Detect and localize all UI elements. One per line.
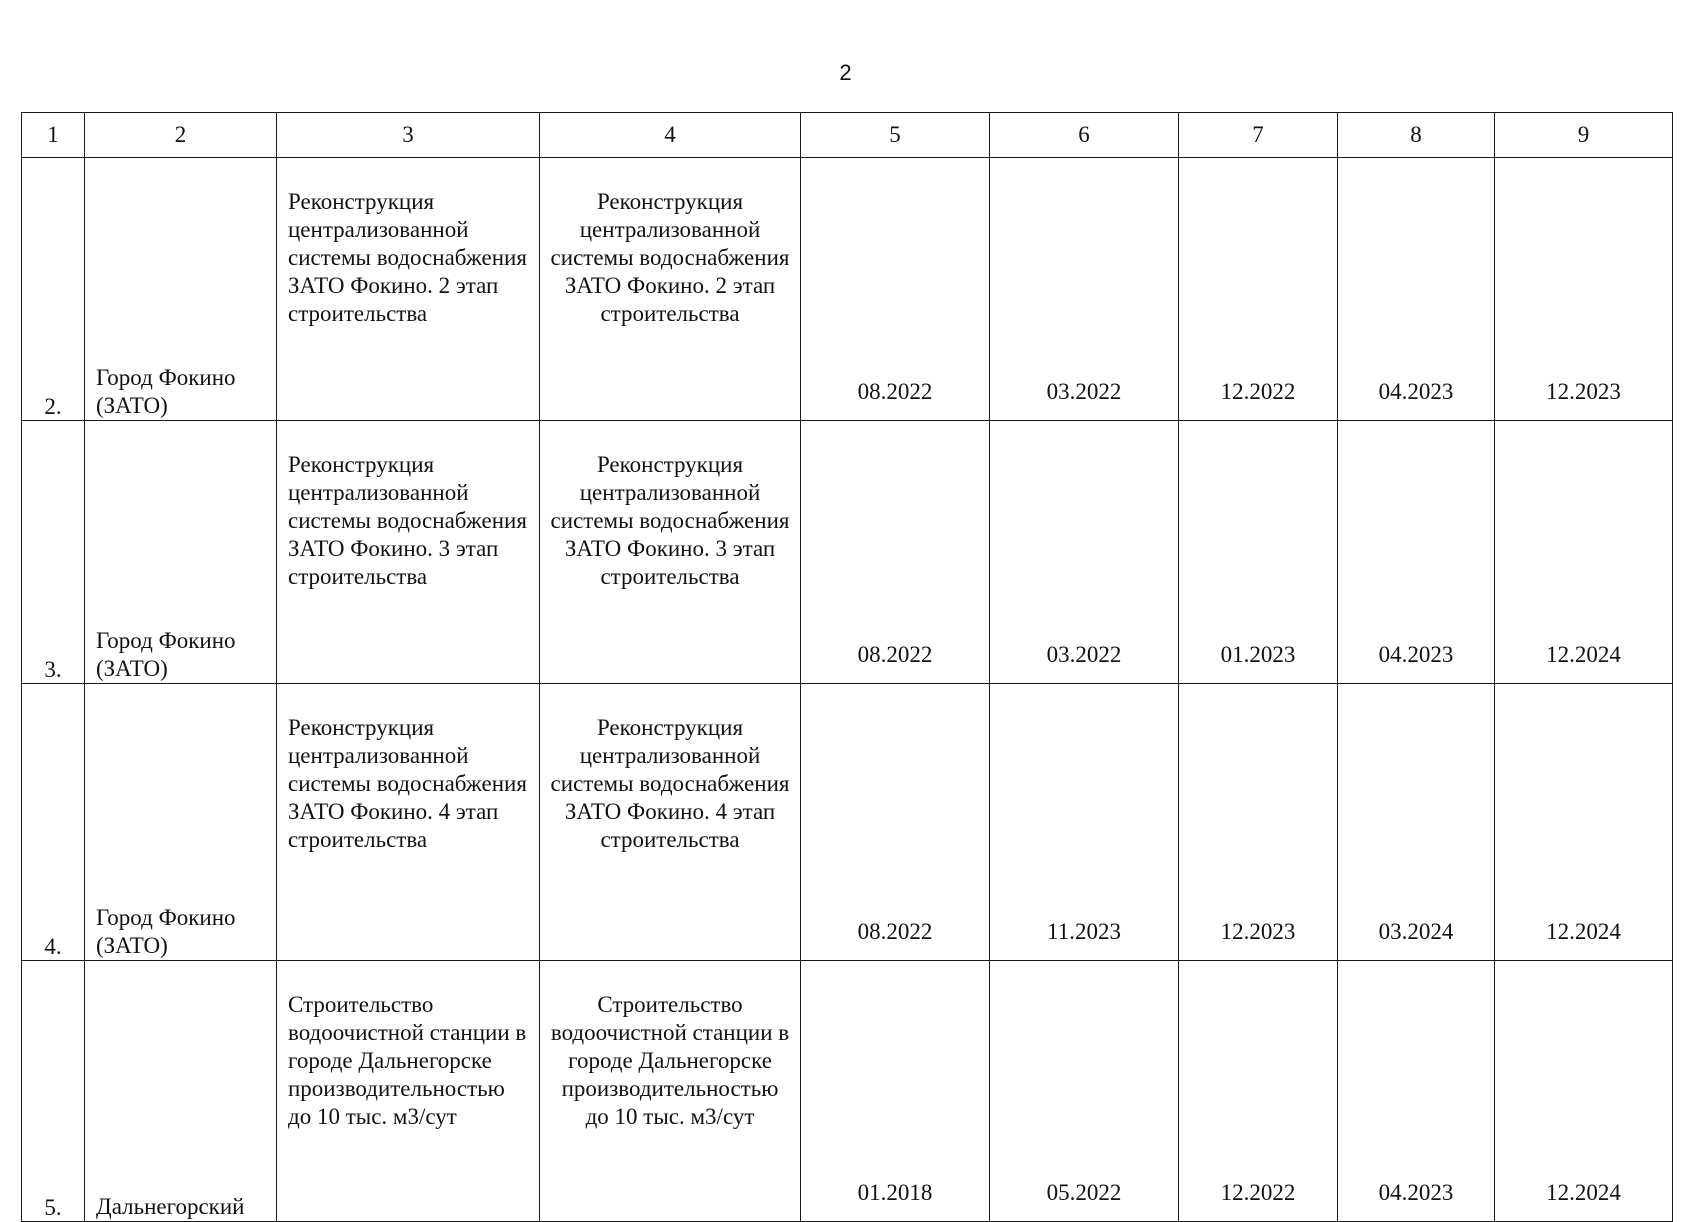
date-value: 12.2024 xyxy=(1546,642,1621,667)
row-number: 4. xyxy=(44,934,62,959)
row-number: 2. xyxy=(44,394,62,419)
row-number: 3. xyxy=(44,657,62,682)
region-name: Город Фокино (ЗАТО) xyxy=(96,365,236,418)
date-value: 01.2018 xyxy=(857,1180,933,1205)
header-cell: 2 xyxy=(85,113,277,158)
date-cell xyxy=(990,684,1179,961)
row-number-cell xyxy=(22,961,85,1222)
object-repeat-cell: Строительство водоочистной станции в городе Дальнегорске производительностью до 10 тыс. м3/сут xyxy=(540,961,801,1222)
date-cell xyxy=(990,158,1179,421)
header-row xyxy=(22,113,1673,158)
date-cell xyxy=(1495,684,1673,961)
date-cell xyxy=(1338,961,1495,1222)
region-cell xyxy=(85,421,277,684)
page-number: 2 xyxy=(839,60,852,85)
schedule-table xyxy=(21,112,1673,1222)
table-row xyxy=(22,961,1673,1222)
date-value: 12.2024 xyxy=(1546,919,1621,944)
date-value: 03.2022 xyxy=(1046,379,1122,404)
date-cell xyxy=(1338,421,1495,684)
row-number-cell xyxy=(22,421,85,684)
date-cell xyxy=(1179,158,1338,421)
table-row xyxy=(22,158,1673,421)
date-value: 08.2022 xyxy=(857,379,933,404)
table-row xyxy=(22,421,1673,684)
date-value: 01.2023 xyxy=(1220,642,1296,667)
date-cell xyxy=(801,684,990,961)
row-number-cell xyxy=(22,684,85,961)
object-repeat-cell: Реконструкция централизованной системы водоснабжения ЗАТО Фокино. 3 этап строительства xyxy=(540,421,801,684)
date-value: 04.2023 xyxy=(1378,379,1454,404)
date-value: 03.2022 xyxy=(1046,642,1122,667)
header-cell: 4 xyxy=(540,113,801,158)
region-cell xyxy=(85,684,277,961)
date-cell xyxy=(1179,684,1338,961)
date-value: 04.2023 xyxy=(1378,1180,1454,1205)
object-cell: Строительство водоочистной станции в городе Дальнегорске производительностью до 10 тыс. м3/сут xyxy=(277,961,540,1222)
region-name: Дальнегорский xyxy=(96,1194,245,1219)
date-cell xyxy=(801,421,990,684)
date-cell xyxy=(1495,158,1673,421)
date-value: 08.2022 xyxy=(857,642,933,667)
region-cell xyxy=(85,961,277,1222)
date-value: 04.2023 xyxy=(1378,642,1454,667)
header-cell: 5 xyxy=(801,113,990,158)
region-name: Город Фокино (ЗАТО) xyxy=(96,628,236,681)
object-cell: Реконструкция централизованной системы водоснабжения ЗАТО Фокино. 3 этап строительства xyxy=(277,421,540,684)
object-cell: Реконструкция централизованной системы водоснабжения ЗАТО Фокино. 2 этап строительства xyxy=(277,158,540,421)
region-cell xyxy=(85,158,277,421)
date-cell xyxy=(1179,421,1338,684)
date-cell xyxy=(1338,158,1495,421)
header-cell: 3 xyxy=(277,113,540,158)
date-value: 12.2022 xyxy=(1220,1180,1296,1205)
date-cell xyxy=(1179,961,1338,1222)
date-value: 12.2023 xyxy=(1220,919,1296,944)
header-cell: 9 xyxy=(1495,113,1673,158)
date-value: 12.2022 xyxy=(1220,379,1296,404)
header-cell: 8 xyxy=(1338,113,1495,158)
date-cell xyxy=(801,158,990,421)
header-cell: 1 xyxy=(22,113,85,158)
date-cell xyxy=(1495,961,1673,1222)
table-row xyxy=(22,684,1673,961)
date-cell xyxy=(990,421,1179,684)
object-cell: Реконструкция централизованной системы водоснабжения ЗАТО Фокино. 4 этап строительства xyxy=(277,684,540,961)
date-value: 12.2024 xyxy=(1546,1180,1621,1205)
date-cell xyxy=(1338,684,1495,961)
object-repeat-cell: Реконструкция централизованной системы водоснабжения ЗАТО Фокино. 4 этап строительства xyxy=(540,684,801,961)
date-value: 03.2024 xyxy=(1378,919,1454,944)
row-number-cell xyxy=(22,158,85,421)
object-repeat-cell: Реконструкция централизованной системы водоснабжения ЗАТО Фокино. 2 этап строительства xyxy=(540,158,801,421)
date-cell xyxy=(990,961,1179,1222)
date-value: 08.2022 xyxy=(857,919,933,944)
date-value: 05.2022 xyxy=(1046,1180,1122,1205)
date-value: 12.2023 xyxy=(1546,379,1621,404)
date-value: 11.2023 xyxy=(1047,919,1121,944)
date-cell xyxy=(801,961,990,1222)
header-cell: 7 xyxy=(1179,113,1338,158)
date-cell xyxy=(1495,421,1673,684)
region-name: Город Фокино (ЗАТО) xyxy=(96,905,236,958)
header-cell: 6 xyxy=(990,113,1179,158)
row-number: 5. xyxy=(44,1195,62,1220)
